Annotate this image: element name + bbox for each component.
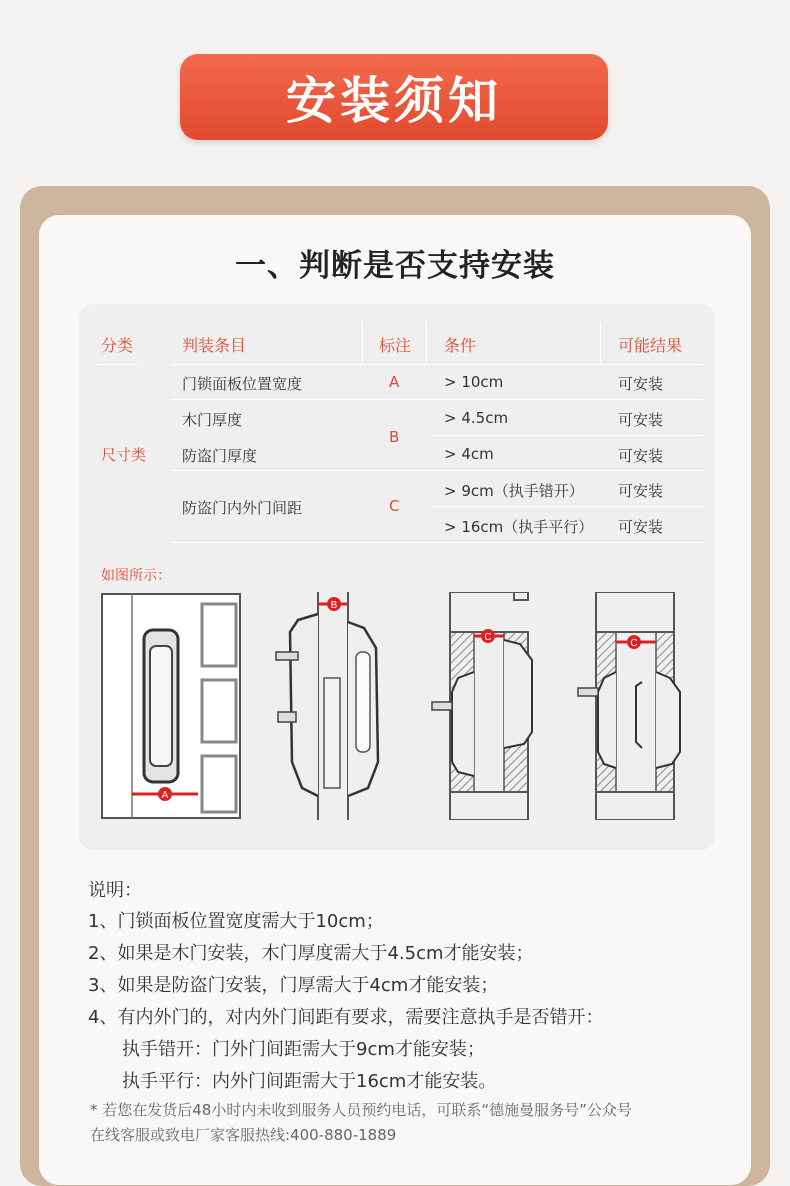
category-cell: 尺寸类 — [101, 446, 147, 464]
condition-cell: > 4cm — [444, 445, 494, 463]
svg-text:C: C — [630, 638, 638, 649]
result-cell: 可安装 — [618, 411, 664, 429]
table-divider — [171, 542, 703, 543]
note-line: 4、有内外门的，对内外门间距有要求，需要注意执手是否错开： — [88, 1007, 604, 1028]
table-divider — [171, 364, 703, 365]
table-divider — [97, 364, 137, 365]
condition-cell: > 9cm（执手错开） — [444, 482, 584, 500]
result-cell: 可安装 — [618, 518, 664, 536]
footnote-hotline: 在线客服或致电厂家客服热线:400-880-1889 — [90, 1126, 397, 1144]
figure-label: 如图所示： — [101, 568, 171, 584]
section-title: 一、判断是否支持安装 — [235, 248, 555, 284]
condition-cell: > 16cm（执手平行） — [444, 518, 594, 536]
result-cell: 可安装 — [618, 482, 664, 500]
item-cell: 木门厚度 — [182, 411, 243, 429]
table-divider — [362, 322, 363, 364]
svg-text:A: A — [161, 790, 169, 801]
note-line: 1、门锁面板位置宽度需大于10cm； — [88, 911, 384, 932]
condition-cell: > 10cm — [444, 373, 504, 391]
svg-text:B: B — [330, 600, 338, 611]
header-condition: 条件 — [444, 336, 477, 355]
mark-cell: C — [389, 497, 400, 515]
table-divider — [432, 506, 703, 507]
svg-text:C: C — [484, 632, 492, 643]
table-divider — [171, 470, 703, 471]
note-line: 执手平行：内外门间距需大于16cm才能安装。 — [122, 1071, 497, 1092]
table-divider — [432, 435, 703, 436]
diagram-spacing-parallel — [570, 592, 694, 820]
header-mark: 标注 — [379, 336, 412, 355]
mark-cell: B — [389, 428, 400, 446]
result-cell: 可安装 — [618, 375, 664, 393]
header-result: 可能结果 — [618, 336, 683, 355]
table-divider — [600, 322, 601, 364]
notes-heading: 说明： — [88, 880, 142, 901]
note-line: 2、如果是木门安装，木门厚度需大于4.5cm才能安装； — [88, 943, 534, 964]
condition-cell: > 4.5cm — [444, 409, 509, 427]
table-divider — [171, 399, 703, 400]
header-category: 分类 — [101, 336, 134, 355]
page-title-banner: 安装须知 — [180, 54, 608, 140]
diagram-door-thickness — [268, 592, 388, 820]
table-divider — [426, 322, 427, 364]
diagram-spacing-offset — [428, 592, 552, 820]
diagram-panel-width — [100, 592, 242, 820]
mark-cell: A — [389, 373, 400, 391]
item-cell: 门锁面板位置宽度 — [182, 375, 303, 393]
note-line: 执手错开：门外门间距需大于9cm才能安装； — [122, 1039, 485, 1060]
header-item: 判装条目 — [182, 336, 247, 355]
note-line: 3、如果是防盗门安装，门厚需大于4cm才能安装； — [88, 975, 499, 996]
footnote-service: * 若您在发货后48小时内未收到服务人员预约电话，可联系“德施曼服务号”公众号 — [90, 1101, 632, 1119]
item-cell: 防盗门厚度 — [182, 447, 258, 465]
item-cell: 防盗门内外门间距 — [182, 499, 303, 517]
result-cell: 可安装 — [618, 447, 664, 465]
